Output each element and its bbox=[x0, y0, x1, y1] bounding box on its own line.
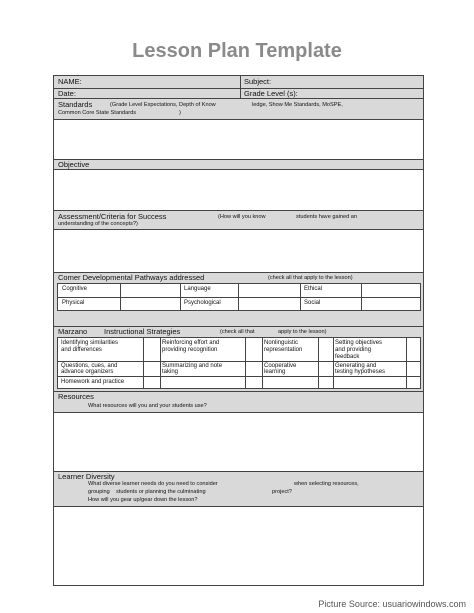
marzano-section bbox=[54, 326, 423, 391]
diversity-question: when selecting resources, bbox=[294, 481, 359, 487]
marzano-item: Identifying similarities bbox=[61, 340, 119, 346]
marzano-item: Homework and practice bbox=[61, 379, 125, 385]
marzano-item: providing recognition bbox=[162, 347, 218, 353]
comer-checkbox-ethical[interactable] bbox=[361, 284, 421, 298]
resources-header bbox=[54, 391, 423, 412]
objective-header bbox=[54, 159, 423, 169]
marzano-item: Cooperative bbox=[264, 363, 297, 369]
resources-label: Resources bbox=[58, 392, 94, 401]
marzano-checkbox[interactable] bbox=[318, 362, 333, 376]
standards-field[interactable] bbox=[54, 119, 423, 159]
diversity-question: students or planning the culminating bbox=[116, 489, 206, 495]
comer-label: Comer Developmental Pathways addressed bbox=[58, 273, 205, 282]
grid-line bbox=[160, 338, 161, 388]
diversity-question: What diverse learner needs do you need to consider bbox=[88, 481, 218, 487]
marzano-item: Reinforcing effort and bbox=[162, 340, 220, 346]
marzano-checkbox[interactable] bbox=[245, 362, 262, 376]
assessment-note: students have gained an bbox=[296, 214, 357, 220]
standards-note: ledge, Show Me Standards, MoSPE, bbox=[252, 102, 343, 108]
marzano-item: advance organizers bbox=[61, 369, 114, 375]
standards-label: Standards bbox=[58, 100, 93, 109]
grade-label: Grade Level (s): bbox=[244, 89, 298, 98]
marzano-item: learning bbox=[264, 369, 286, 375]
standards-header bbox=[54, 98, 423, 119]
assessment-note: (How will you know bbox=[218, 214, 266, 220]
comer-item-ethical: Ethical bbox=[304, 286, 323, 292]
marzano-item: Nonlinguistic bbox=[264, 340, 299, 346]
marzano-label: Marzano bbox=[58, 327, 88, 336]
marzano-item: representation bbox=[264, 347, 303, 353]
objective-label: Objective bbox=[58, 160, 90, 169]
diversity-header bbox=[54, 471, 423, 506]
date-grade-row bbox=[54, 88, 423, 98]
diversity-label: Learner Diversity bbox=[58, 472, 115, 481]
comer-checkbox-cognitive[interactable] bbox=[120, 284, 181, 298]
standards-note: Common Core State Standards bbox=[58, 110, 137, 116]
lesson-plan-form bbox=[53, 75, 424, 586]
diversity-question: grouping bbox=[88, 489, 110, 495]
header-divider bbox=[240, 76, 241, 88]
comer-checkbox-language[interactable] bbox=[238, 284, 300, 298]
comer-grid bbox=[57, 283, 421, 311]
diversity-question: project? bbox=[272, 489, 292, 495]
standards-note: (Grade Level Expectations, Depth of Know bbox=[110, 102, 216, 108]
comer-section bbox=[54, 272, 423, 326]
marzano-note: (check all that bbox=[220, 329, 255, 335]
marzano-item: testing hypotheses bbox=[335, 369, 386, 375]
marzano-item: Setting objectives bbox=[335, 340, 383, 346]
comer-item-cognitive: Cognitive bbox=[62, 286, 88, 292]
assessment-field[interactable] bbox=[54, 229, 423, 272]
subject-label: Subject: bbox=[244, 77, 272, 86]
comer-checkbox-psychological[interactable] bbox=[238, 298, 300, 311]
grid-line bbox=[58, 376, 420, 377]
marzano-checkbox[interactable] bbox=[143, 338, 160, 362]
marzano-item: taking bbox=[162, 369, 179, 375]
marzano-item: feedback bbox=[335, 354, 360, 360]
comer-checkbox-physical[interactable] bbox=[120, 298, 181, 311]
marzano-checkbox[interactable] bbox=[245, 338, 262, 362]
marzano-checkbox[interactable] bbox=[143, 362, 160, 376]
marzano-item: Generating and bbox=[335, 363, 377, 369]
assessment-header bbox=[54, 210, 423, 229]
diversity-field[interactable] bbox=[54, 506, 423, 586]
marzano-checkbox[interactable] bbox=[406, 338, 421, 362]
marzano-checkbox[interactable] bbox=[143, 376, 160, 389]
marzano-item: Summarizing and note bbox=[162, 363, 223, 369]
date-label: Date: bbox=[58, 89, 76, 98]
grid-line bbox=[58, 361, 420, 362]
objective-field[interactable] bbox=[54, 169, 423, 210]
name-subject-row bbox=[54, 76, 423, 88]
assessment-label: Assessment/Criteria for Success bbox=[58, 212, 167, 221]
comer-note: (check all that apply to the lesson) bbox=[268, 275, 353, 281]
resources-field[interactable] bbox=[54, 412, 423, 471]
marzano-item: and differences bbox=[61, 347, 102, 353]
comer-item-social: Social bbox=[304, 300, 321, 306]
comer-item-physical: Physical bbox=[62, 300, 85, 306]
picture-source-credit: Picture Source: usuariowindows.com bbox=[318, 599, 466, 609]
standards-note: ) bbox=[179, 110, 181, 116]
header-divider bbox=[240, 89, 241, 98]
name-label: NAME: bbox=[58, 77, 82, 86]
marzano-item: Questions, cues, and bbox=[61, 363, 118, 369]
marzano-note: apply to the lesson) bbox=[278, 329, 327, 335]
resources-question: What resources will you and your students use? bbox=[88, 403, 207, 409]
marzano-grid bbox=[57, 337, 421, 389]
comer-item-language: Language bbox=[184, 286, 211, 292]
marzano-item: and providing bbox=[335, 347, 372, 353]
marzano-label: Instructional Strategies bbox=[104, 327, 181, 336]
assessment-note: understanding of the concepts?) bbox=[58, 221, 138, 227]
comer-item-psychological: Psychological bbox=[184, 300, 221, 306]
page-title: Lesson Plan Template bbox=[132, 40, 342, 62]
marzano-checkbox[interactable] bbox=[318, 338, 333, 362]
marzano-checkbox[interactable] bbox=[406, 362, 421, 376]
grid-line bbox=[262, 338, 263, 388]
comer-checkbox-social[interactable] bbox=[361, 298, 421, 311]
grid-line bbox=[333, 338, 334, 388]
diversity-question: How will you gear up/gear down the lesson? bbox=[88, 497, 198, 503]
